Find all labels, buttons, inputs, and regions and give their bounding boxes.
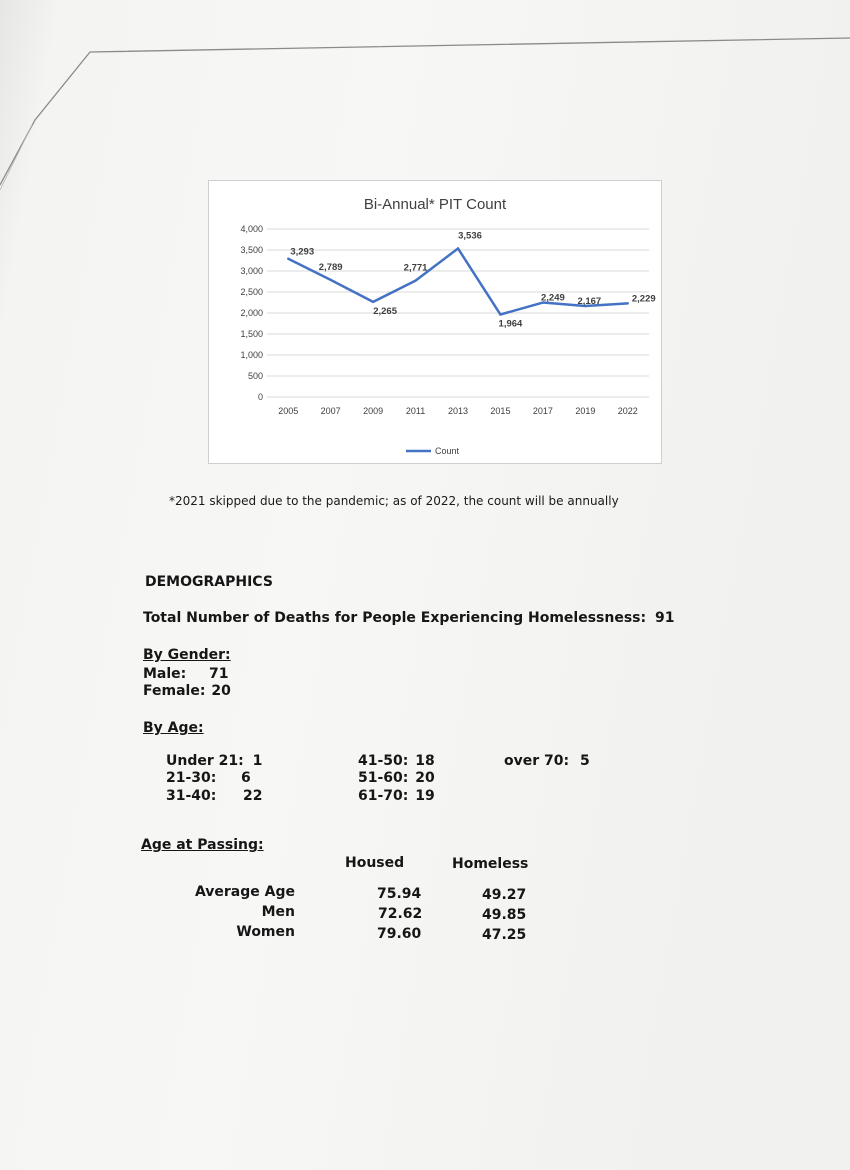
data-point: [414, 279, 416, 281]
x-tick-label: 2005: [278, 406, 299, 416]
age-group-value: 5: [579, 753, 590, 769]
age-group-label: 61-70:: [358, 788, 409, 804]
x-tick-label: 2017: [532, 406, 553, 416]
age-group-row: [166, 753, 262, 769]
chart-title: Bi-Annual* PIT Count: [363, 196, 507, 213]
age-at-passing-heading: Age at Passing:: [141, 837, 264, 853]
passing-housed-value: 79.60: [377, 926, 422, 942]
x-tick-label: 2015: [490, 406, 511, 416]
age-group-row: [358, 770, 435, 786]
age-group-label: 21-30:: [166, 770, 217, 786]
gender-heading: By Gender:: [143, 647, 231, 663]
chart-footnote: *2021 skipped due to the pandemic; as of 2022, the count will be annually: [169, 494, 619, 508]
age-group-row: [358, 753, 435, 769]
y-tick-label: 0: [257, 392, 263, 402]
age-group-label: 31-40:: [166, 788, 217, 804]
chart-data-labels: [290, 230, 655, 329]
passing-homeless-value: 47.25: [482, 927, 527, 943]
male-row: [143, 666, 228, 682]
passing-housed-value: 75.94: [377, 886, 422, 902]
y-tick-label: 4,000: [240, 224, 263, 234]
female-row: [143, 683, 231, 699]
age-group-value: 19: [415, 788, 435, 804]
age-group-row: [504, 753, 590, 769]
data-label: 2,167: [577, 295, 602, 307]
data-label: 2,229: [631, 293, 656, 305]
age-group-value: 6: [241, 770, 251, 786]
passing-row-label: Women: [236, 924, 295, 940]
age-group-label: Under 21:: [166, 753, 244, 769]
data-point: [499, 313, 501, 315]
passing-row-label: Men: [261, 904, 295, 920]
data-point: [457, 247, 459, 249]
data-point: [329, 279, 331, 281]
x-tick-label: 2019: [575, 406, 596, 416]
total-deaths-line: [143, 610, 674, 626]
data-label: 2,789: [318, 261, 343, 273]
line-chart-svg: [209, 181, 661, 463]
age-group-row: [166, 788, 262, 804]
x-tick-label: 2011: [405, 406, 426, 416]
chart-x-tick-labels: [278, 406, 638, 416]
total-deaths-value: 91: [654, 610, 675, 626]
age-group-value: 18: [415, 753, 435, 769]
age-group-label: over 70:: [504, 753, 570, 769]
y-tick-label: 2,000: [240, 308, 263, 318]
data-label: 2,771: [403, 262, 428, 274]
y-tick-label: 3,000: [240, 266, 263, 276]
pit-count-chart: [208, 180, 662, 464]
data-point: [287, 257, 289, 259]
male-label: Male:: [143, 666, 187, 682]
x-tick-label: 2013: [447, 406, 469, 416]
y-tick-label: 3,500: [240, 245, 263, 255]
data-label: 2,265: [373, 305, 398, 317]
data-point: [372, 301, 374, 303]
x-tick-label: 2009: [363, 406, 384, 416]
x-tick-label: 2007: [320, 406, 341, 416]
column-header-housed: Housed: [345, 855, 405, 871]
legend-label: Count: [435, 446, 460, 456]
age-heading: By Age:: [143, 720, 204, 736]
age-group-row: [358, 788, 435, 804]
passing-housed-value: 72.62: [378, 906, 423, 922]
data-label: 3,293: [290, 246, 315, 258]
passing-homeless-value: 49.85: [482, 907, 527, 923]
chart-y-tick-labels: [240, 224, 263, 402]
male-value: 71: [209, 666, 229, 682]
data-label: 1,964: [498, 318, 523, 330]
age-group-label: 41-50:: [358, 753, 409, 769]
female-label: Female:: [143, 683, 206, 699]
age-group-value: 20: [415, 770, 435, 786]
passing-homeless-value: 49.27: [482, 887, 527, 903]
column-header-homeless: Homeless: [452, 856, 529, 872]
chart-gridlines: [267, 229, 649, 397]
page-fold-edge: [0, 0, 850, 200]
y-tick-label: 2,500: [240, 287, 263, 297]
y-tick-label: 500: [247, 371, 263, 381]
x-tick-label: 2022: [617, 406, 638, 416]
section-title: DEMOGRAPHICS: [145, 574, 273, 590]
data-point: [627, 302, 629, 304]
age-group-label: 51-60:: [358, 770, 409, 786]
passing-row-label: Average Age: [194, 884, 295, 900]
female-value: 20: [211, 683, 231, 699]
age-group-value: 1: [252, 753, 263, 769]
total-deaths-label: Total Number of Deaths for People Experiencing Homelessness:: [143, 610, 647, 626]
age-group-value: 22: [243, 788, 263, 804]
y-tick-label: 1,500: [240, 329, 263, 339]
y-tick-label: 1,000: [240, 350, 263, 360]
age-group-row: [166, 770, 251, 786]
data-label: 3,536: [458, 230, 482, 242]
data-label: 2,249: [540, 292, 565, 304]
chart-legend: [406, 446, 460, 456]
